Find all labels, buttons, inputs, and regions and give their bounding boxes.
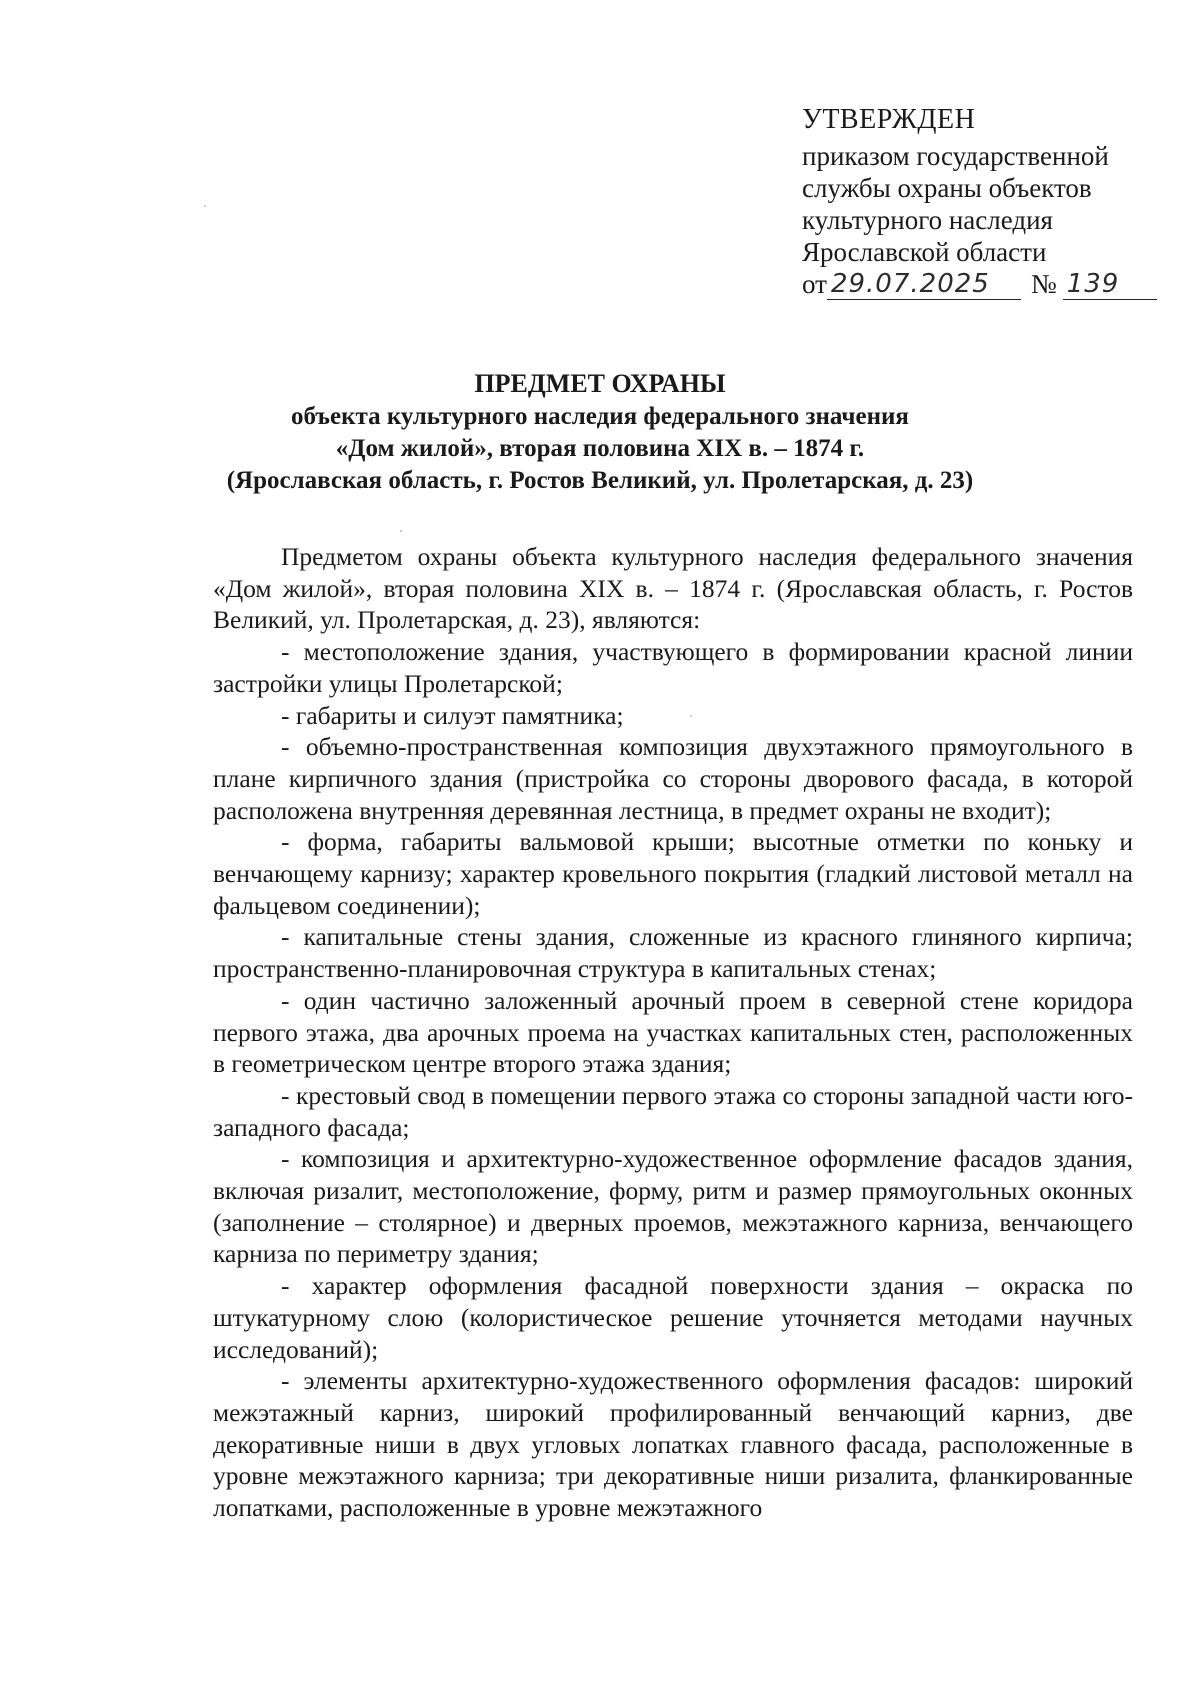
document-title: ПРЕДМЕТ ОХРАНЫ [474, 369, 726, 398]
list-item: - местоположение здания, участвующего в формировании красной линии застройки улицы Пролетарской; [213, 637, 1133, 698]
date-prefix: от [802, 269, 827, 299]
approval-line-4: Ярославской области [802, 237, 1047, 267]
list-item: - габариты и силуэт памятника; [281, 700, 624, 730]
list-item: - элементы архитектурно-художественного оформления фасадов: широкий межэтажный карниз, широкий профилированный венчающий карниз, две декоративные ниши в двух угловых лопатках главного фасада, расположенные в уровне межэтажного карниза; три декоративные ниши ризалита, фланкированные лопатками, расположенные в уровне межэтажного [213, 1366, 1133, 1523]
handwritten-number: 139 [1063, 269, 1157, 300]
scan-speck [690, 715, 692, 717]
document-title-block [150, 367, 1050, 497]
approval-line-1: приказом государственной [802, 141, 1109, 171]
approval-heading: УТВЕРЖДЕН [802, 104, 976, 135]
document-subtitle-line-2: «Дом жилой», вторая половина XIX в. – 1874 г. [335, 435, 865, 462]
scan-speck [400, 530, 402, 532]
handwritten-date: 29.07.2025 [827, 269, 1021, 300]
list-item: - крестовый свод в помещении первого этажа со стороны западной части юго-западного фасада; [213, 1080, 1133, 1142]
approval-date-number-line [802, 268, 1142, 304]
list-item: - форма, габариты вальмовой крыши; высотные отметки по коньку и венчающему карнизу; характер кровельного покрытия (гладкий листовой металл на фальцевом соединении); [213, 827, 1133, 920]
document-subtitle-line-1: объекта культурного наследия федерального значения [291, 403, 909, 430]
document-subtitle-line-3: (Ярославская область, г. Ростов Великий, ул. Пролетарская, д. 23) [226, 467, 974, 494]
approval-line-2: службы охраны объектов [802, 173, 1092, 203]
intro-paragraph: Предметом охраны объекта культурного наследия федерального значения «Дом жилой», вторая половина XIX в. – 1874 г. (Ярославская область, г. Ростов Великий, ул. Пролетарская, д. 23), являются: [213, 542, 1133, 635]
approval-line-3: культурного наследия [802, 205, 1053, 235]
list-item: - характер оформления фасадной поверхности здания – окраска по штукатурному слою (колористическое решение уточняется методами научных исследований); [213, 1271, 1133, 1364]
list-item: - один частично заложенный арочный проем в северной стене коридора первого этажа, два арочных проема на участках капитальных стен, расположенных в геометрическом центре второго этажа здания; [213, 985, 1133, 1079]
approval-stamp-block [802, 104, 1142, 304]
list-item: - капитальные стены здания, сложенные из красного глиняного кирпича; пространственно-планировочная структура в капитальных стенах; [213, 922, 1133, 984]
list-item: - объемно-пространственная композиция двухэтажного прямоугольного в плане кирпичного здания (пристройка со стороны дворового фасада, в которой расположена внутренняя деревянная лестница, в предмет охраны не входит); [213, 732, 1133, 825]
document-body [213, 541, 1133, 1524]
scan-speck [204, 205, 206, 207]
list-item: - композиция и архитектурно-художественное оформление фасадов здания, включая ризалит, местоположение, форму, ритм и размер прямоугольных оконных (заполнение – столярное) и дверных проемов, межэтажного карниза, венчающего карниза по периметру здания; [213, 1144, 1133, 1269]
number-sign: № [1030, 269, 1057, 299]
